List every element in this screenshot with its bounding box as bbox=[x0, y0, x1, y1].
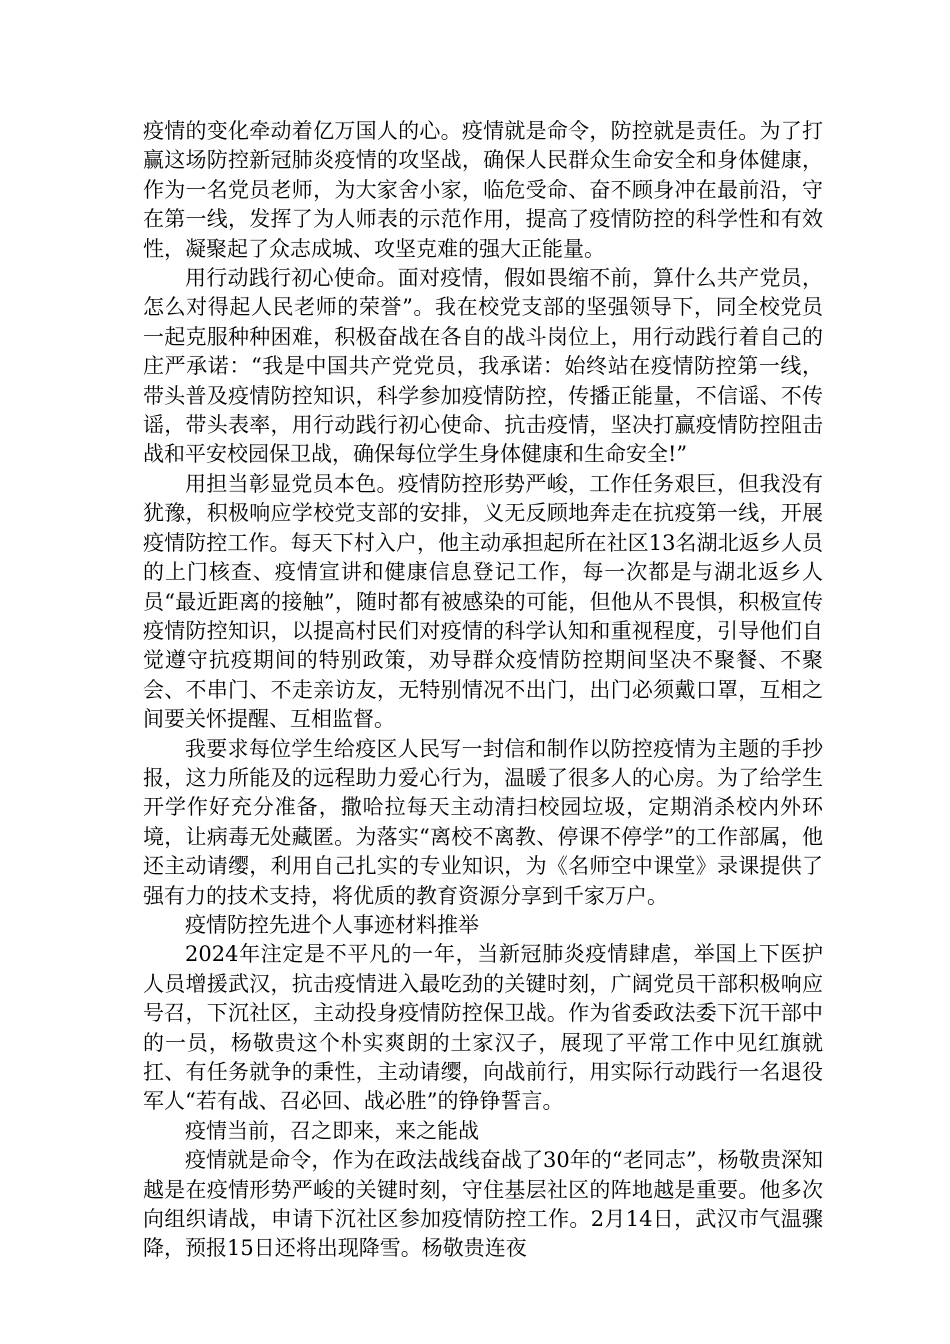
section-title-answer-call: 疫情当前，召之即来，来之能战 bbox=[185, 1118, 479, 1143]
paragraph-initial-mission: 用行动践行初心使命。面对疫情，假如畏缩不前，算什么共产党员，怎么对得起人民老师的荣誉”。我在校党支部的坚强领导下，同全校党员一起克服种种困难，积极奋战在各自的战斗岗位上，用行动践行着自己的庄严承诺：“我是中国共产党党员，我承诺：始终站在疫情防控第一线，带头普及疫情防控知识，科学参加疫情防控，传播正能量，不信谣、不传谣，带头表率，用行动践行初心使命、抗击疫情，坚决打赢疫情防控阻击战和平安校园保卫战，确保每位学生身体健康和生命安全!” bbox=[143, 266, 823, 467]
paragraph-party-duty: 用担当彰显党员本色。疫情防控形势严峻，工作任务艰巨，但我没有犹豫，积极响应学校党支部的安排，义无反顾地奔走在抗疫第一线，开展疫情防控工作。每天下村入户，他主动承担起所在社区13名湖北返乡人员的上门核查、疫情宣讲和健康信息登记工作，每一次都是与湖北返乡人员“最近距离的接触”，随时都有被感染的可能，但他从不畏惧，积极宣传疫情防控知识，以提高村民们对疫情的科学认知和重视程度，引导他们自觉遵守抗疫期间的特别政策，劝导群众疫情防控期间坚决不聚餐、不聚会、不串门、不走亲访友，无特别情况不出门，出门必须戴口罩，互相之间要关怀提醒、互相监督。 bbox=[143, 471, 823, 732]
section-title-recommendation: 疫情防控先进个人事迹材料推举 bbox=[185, 912, 479, 937]
document-page bbox=[143, 117, 823, 1264]
paragraph-student-letters: 我要求每位学生给疫区人民写一封信和制作以防控疫情为主题的手抄报，这力所能及的远程助力爱心行为，温暖了很多人的心房。为了给学生开学作好充分准备，撒哈拉每天主动清扫校园垃圾，定期消杀校内外环境，让病毒无处藏匿。为落实“离校不离教、停课不停学”的工作部属，他还主动请缨，利用自己扎实的专业知识，为《名师空中课堂》录课提供了强有力的技术支持，将优质的教育资源分享到千家万户。 bbox=[143, 736, 823, 908]
paragraph-intro: 疫情的变化牵动着亿万国人的心。疫情就是命令，防控就是责任。为了打赢这场防控新冠肺炎疫情的攻坚战，确保人民群众生命安全和身体健康，作为一名党员老师，为大家舍小家，临危受命、奋不顾身冲在最前沿，守在第一线，发挥了为人师表的示范作用，提高了疫情防控的科学性和有效性，凝聚起了众志成城、攻坚克难的强大正能量。 bbox=[143, 119, 823, 261]
paragraph-year-summary: 2024年注定是不平凡的一年，当新冠肺炎疫情肆虐，举国上下医护人员增援武汉，抗击疫情进入最吃劲的关键时刻，广阔党员干部积极响应号召，下沉社区，主动投身疫情防控保卫战。作为省委政法委下沉干部中的一员，杨敬贵这个朴实爽朗的土家汉子，展现了平常工作中见红旗就扛、有任务就争的秉性，主动请缨，向战前行，用实际行动践行一名退役军人“若有战、召必回、战必胜”的铮铮誓言。 bbox=[143, 942, 823, 1114]
paragraph-veteran-volunteer: 疫情就是命令，作为在政法战线奋战了30年的“老同志”，杨敬贵深知越是在疫情形势严峻的关键时刻，守住基层社区的阵地越是重要。他多次向组织请战，申请下沉社区参加疫情防控工作。2月14日，武汉市气温骤降，预报15日还将出现降雪。杨敬贵连夜 bbox=[143, 1148, 823, 1261]
